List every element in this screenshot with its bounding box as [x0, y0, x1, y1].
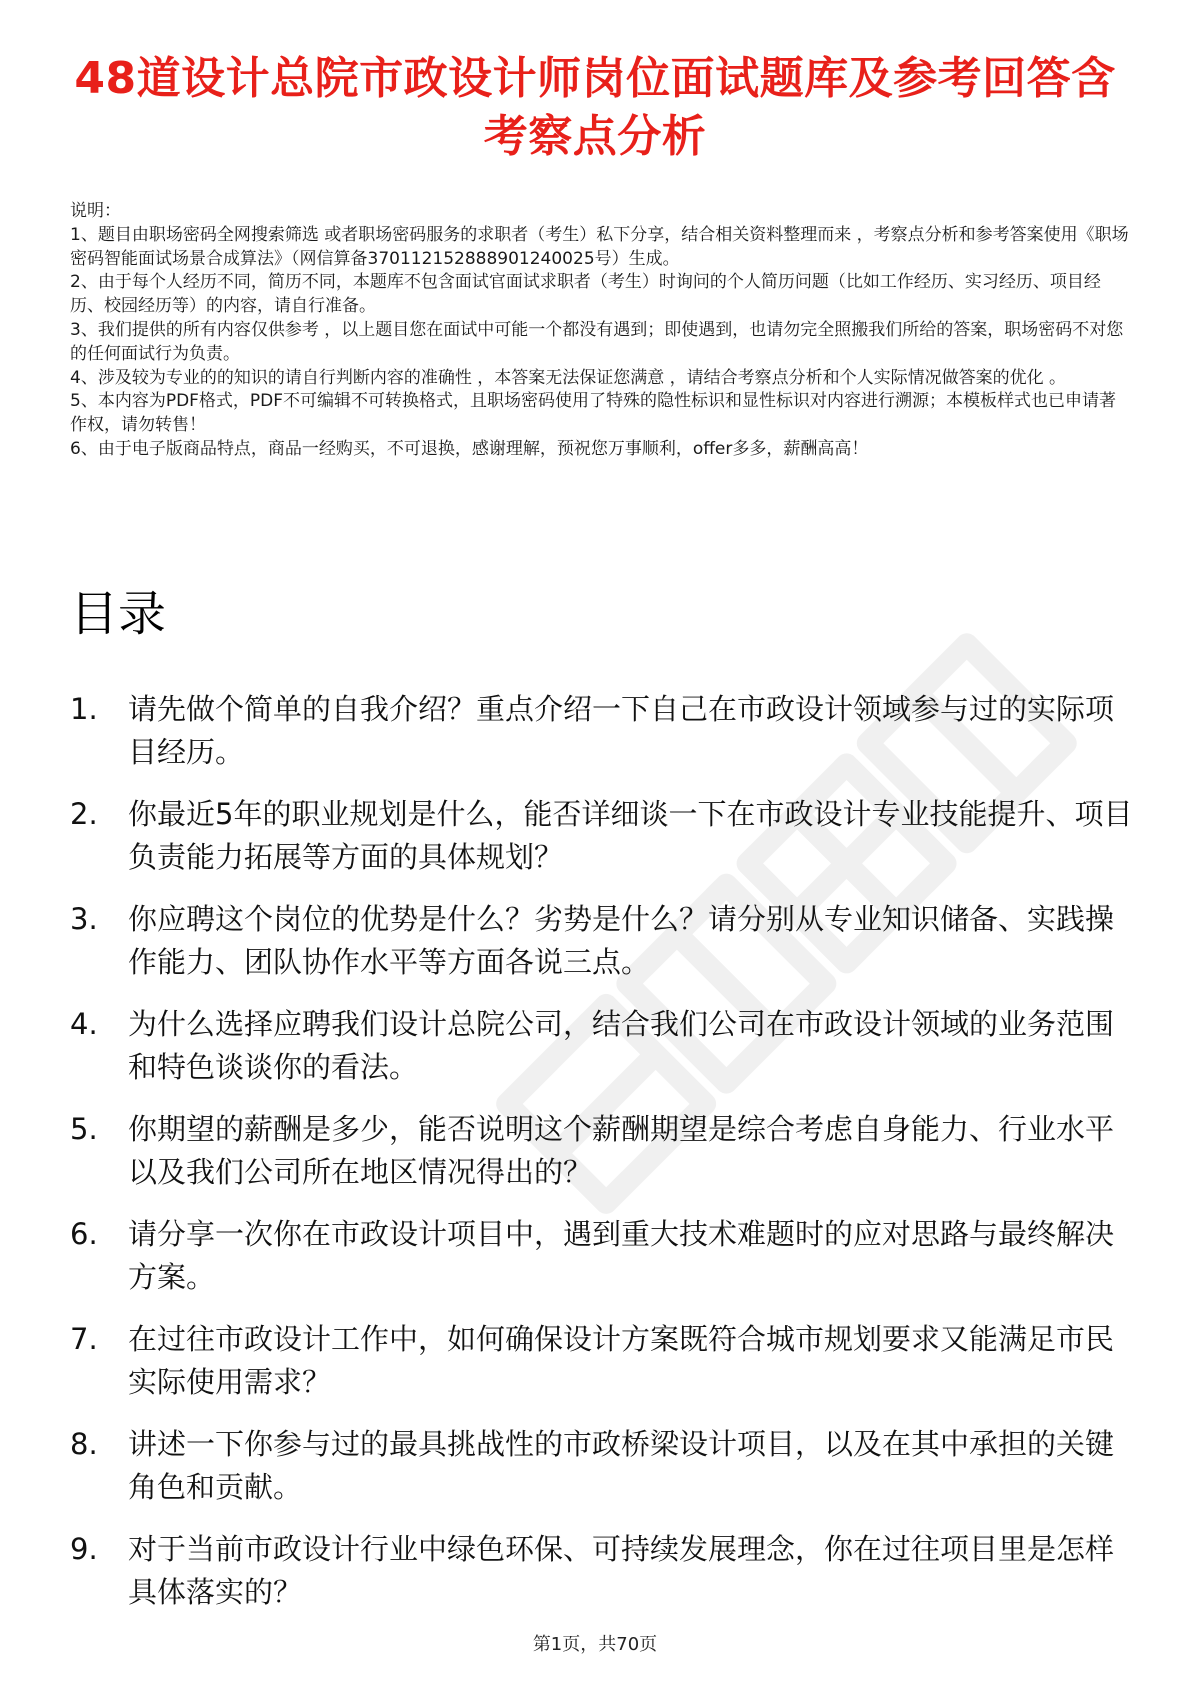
- toc-item-text: 请先做个简单的自我介绍？重点介绍一下自己在市政设计领域参与过的实际项目经历。: [128, 692, 1115, 769]
- page-footer: 第1页，共70页: [532, 1634, 658, 1655]
- toc-item-text: 讲述一下你参与过的最具挑战性的市政桥梁设计项目，以及在其中承担的关键角色和贡献。: [128, 1427, 1115, 1504]
- toc-item-text: 你最近5年的职业规划是什么，能否详细谈一下在市政设计专业技能提升、项目负责能力拓展等方面的具体规划？: [128, 797, 1133, 874]
- toc-item[interactable]: [70, 1003, 1140, 1089]
- toc-item[interactable]: [70, 793, 1140, 879]
- instructions-section: [70, 200, 1130, 462]
- toc-item[interactable]: [70, 1213, 1140, 1299]
- toc-item-number: 9.: [70, 1532, 98, 1566]
- document-title: 48道设计总院市政设计师岗位面试题库及参考回答含考察点分析: [74, 53, 1116, 162]
- toc-item-number: 8.: [70, 1427, 98, 1461]
- toc-item-number: 6.: [70, 1217, 98, 1251]
- toc-item[interactable]: [70, 1108, 1140, 1194]
- toc-item[interactable]: [70, 1528, 1140, 1614]
- toc-item-text: 请分享一次你在市政设计项目中，遇到重大技术难题时的应对思路与最终解决方案。: [128, 1217, 1115, 1294]
- toc-item[interactable]: [70, 1423, 1140, 1509]
- toc-item-text: 你期望的薪酬是多少，能否说明这个薪酬期望是综合考虑自身能力、行业水平以及我们公司所在地区情况得出的？: [128, 1112, 1115, 1189]
- instructions-heading: 说明：: [70, 201, 121, 221]
- instruction-item: 3、我们提供的所有内容仅供参考 ，以上题目您在面试中可能一个都没有遇到；即使遇到，也请勿完全照搬我们所给的答案，职场密码不对您的任何面试行为负责。: [70, 319, 1124, 364]
- toc-item[interactable]: [70, 688, 1140, 774]
- toc-item-number: 5.: [70, 1112, 98, 1146]
- toc-item-text: 你应聘这个岗位的优势是什么？劣势是什么？请分别从专业知识储备、实践操作能力、团队协作水平等方面各说三点。: [128, 902, 1115, 979]
- instruction-item: 1、题目由职场密码全网搜索筛选 或者职场密码服务的求职者（考生）私下分享，结合相关资料整理而来 ，考察点分析和参考答案使用《职场密码智能面试场景合成算法》（网信算备370112152888901240025号）生成。: [70, 224, 1129, 269]
- toc-item[interactable]: [70, 898, 1140, 984]
- toc-item-number: 4.: [70, 1007, 98, 1041]
- toc-item-text: 对于当前市政设计行业中绿色环保、可持续发展理念，你在过往项目里是怎样具体落实的？: [128, 1532, 1115, 1609]
- instruction-item: 6、由于电子版商品特点，商品一经购买，不可退换，感谢理解，预祝您万事顺利，offer多多，薪酬高高！: [70, 438, 869, 459]
- instruction-item: 2、由于每个人经历不同，简历不同，本题库不包含面试官面试求职者（考生）时询问的个人简历问题（比如工作经历、实习经历、项目经历、校园经历等）的内容，请自行准备。: [70, 272, 1101, 317]
- toc-item-text: 在过往市政设计工作中，如何确保设计方案既符合城市规划要求又能满足市民实际使用需求？: [128, 1322, 1115, 1399]
- toc-item-text: 为什么选择应聘我们设计总院公司，结合我们公司在市政设计领域的业务范围和特色谈谈你的看法。: [128, 1007, 1115, 1084]
- instruction-item: 4、涉及较为专业的的知识的请自行判断内容的准确性 ，本答案无法保证您满意 ，请结合考察点分析和个人实际情况做答案的优化 。: [70, 367, 1067, 388]
- toc-list: [70, 688, 1140, 1633]
- toc-item-number: 7.: [70, 1322, 98, 1356]
- toc-item[interactable]: [70, 1318, 1140, 1404]
- instruction-item: 5、本内容为PDF格式，PDF不可编辑不可转换格式，且职场密码使用了特殊的隐性标识和显性标识对内容进行溯源；本模板样式也已申请著作权，请勿转售！: [70, 391, 1117, 436]
- toc-heading: 目录: [70, 586, 167, 642]
- toc-item-number: 3.: [70, 902, 98, 936]
- toc-item-number: 2.: [70, 797, 98, 831]
- toc-item-number: 1.: [70, 692, 98, 726]
